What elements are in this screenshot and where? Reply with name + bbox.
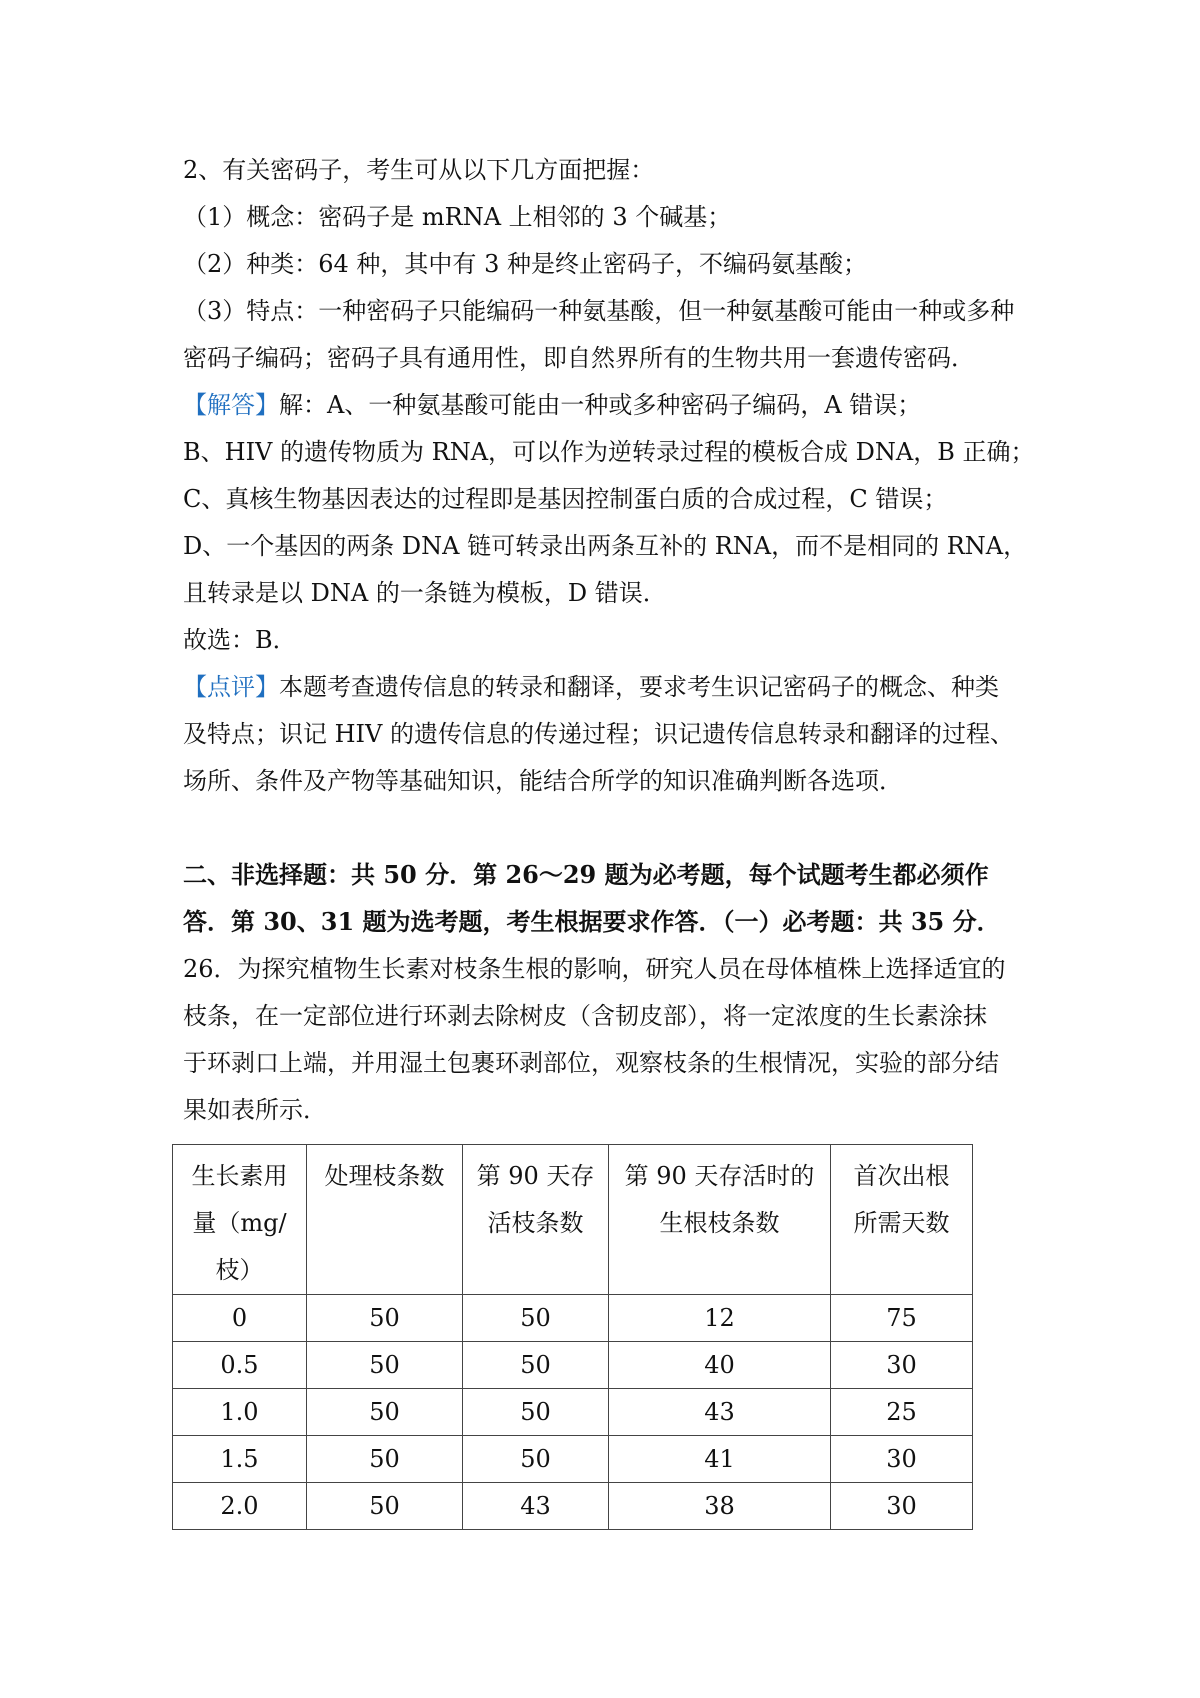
table-cell: 1.5 [173,1436,307,1483]
text-line: 2、有关密码子，考生可从以下几方面把握： [183,156,655,184]
text-line: （1）概念：密码子是 mRNA 上相邻的 3 个碱基； [183,203,732,231]
text-line: C、真核生物基因表达的过程即是基因控制蛋白质的合成过程，C 错误； [183,485,948,513]
section-heading: 二、非选择题：共 50 分．第 26～29 题为必考题，每个试题考生都必须作 [183,860,989,889]
text-line: （3）特点：一种密码子只能编码一种氨基酸，但一种氨基酸可能由一种或多种 [183,297,1015,325]
table-row [173,1483,973,1530]
comment-line [183,671,1043,703]
table-cell: 43 [463,1483,609,1530]
section-heading: 答．第 30、31 题为选考题，考生根据要求作答．（一）必考题：共 35 分． [183,907,1001,936]
table-cell: 50 [307,1295,463,1342]
text-line: B、HIV 的遗传物质为 RNA，可以作为逆转录过程的模板合成 DNA，B 正确； [183,438,1035,466]
table-cell: 25 [831,1389,973,1436]
answer-text: 解：A、一种氨基酸可能由一种或多种密码子编码，A 错误； [279,391,922,419]
comment-tag: 【点评】 [183,673,279,701]
table-cell: 30 [831,1342,973,1389]
header-treated-count: 处理枝条数 [307,1145,463,1295]
comment-text: 本题考查遗传信息的转录和翻译，要求考生识记密码子的概念、种类 [279,673,999,701]
table-cell: 43 [609,1389,831,1436]
question-line: 果如表所示． [183,1096,327,1124]
table-cell: 30 [831,1436,973,1483]
table-cell: 50 [463,1436,609,1483]
table-cell: 50 [463,1295,609,1342]
table-header-row [173,1145,973,1295]
table-cell: 75 [831,1295,973,1342]
table-cell: 0 [173,1295,307,1342]
answer-line [183,389,1043,421]
table-cell: 2.0 [173,1483,307,1530]
table-cell: 40 [609,1342,831,1389]
table-cell: 30 [831,1483,973,1530]
header-survived-count: 第 90 天存 活枝条数 [463,1145,609,1295]
question-line: 于环剥口上端，并用湿土包裹环剥部位，观察枝条的生根情况，实验的部分结 [183,1049,999,1077]
header-days-to-root: 首次出根 所需天数 [831,1145,973,1295]
text-line: 故选：B． [183,626,297,654]
table-row [173,1295,973,1342]
table-row [173,1436,973,1483]
table-cell: 50 [463,1389,609,1436]
table-cell: 12 [609,1295,831,1342]
table-cell: 50 [307,1342,463,1389]
header-rooted-count: 第 90 天存活时的 生根枝条数 [609,1145,831,1295]
text-line: （2）种类：64 种，其中有 3 种是终止密码子，不编码氨基酸； [183,250,867,278]
header-auxin-dose: 生长素用 量（mg/ 枝） [173,1145,307,1295]
table-cell: 50 [307,1436,463,1483]
table-cell: 41 [609,1436,831,1483]
text-line: D、一个基因的两条 DNA 链可转录出两条互补的 RNA，而不是相同的 RNA， [183,532,1028,560]
table-cell: 38 [609,1483,831,1530]
question-line: 26．为探究植物生长素对枝条生根的影响，研究人员在母体植株上选择适宜的 [183,955,1006,983]
text-line: 密码子编码；密码子具有通用性，即自然界所有的生物共用一套遗传密码． [183,344,975,372]
table-cell: 50 [307,1389,463,1436]
answer-tag: 【解答】 [183,391,279,419]
table-row [173,1342,973,1389]
table-cell: 1.0 [173,1389,307,1436]
results-table [172,1144,973,1530]
text-line: 场所、条件及产物等基础知识，能结合所学的知识准确判断各选项． [183,767,903,795]
table-cell: 0.5 [173,1342,307,1389]
table-cell: 50 [307,1483,463,1530]
table-cell: 50 [463,1342,609,1389]
text-line: 及特点；识记 HIV 的遗传信息的传递过程；识记遗传信息转录和翻译的过程、 [183,720,1014,748]
text-line: 且转录是以 DNA 的一条链为模板，D 错误． [183,579,667,607]
table-row [173,1389,973,1436]
question-line: 枝条，在一定部位进行环剥去除树皮（含韧皮部），将一定浓度的生长素涂抹 [183,1002,987,1030]
